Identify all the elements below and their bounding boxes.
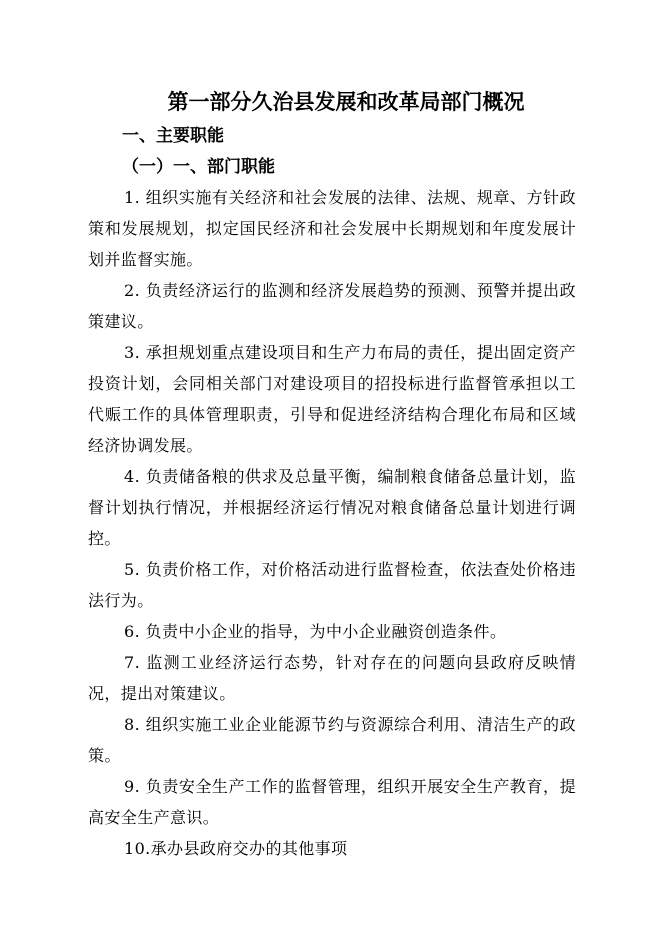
document-body [88,182,576,864]
paragraph-1: 1. 组织实施有关经济和社会发展的法律、法规、规章、方针政策和发展规划，拟定国民经济和社会发展中长期规划和年度发展计划并监督实施。 [88,188,576,269]
subsection-heading: （一）一、部门职能 [122,157,275,177]
paragraph-3: 3. 承担规划重点建设项目和生产力布局的责任，提出固定资产投资计划，会同相关部门对建设项目的招投标进行监督管承担以工代赈工作的具体管理职责，引导和促进经济结构合理化布局和区域经济协调发展。 [88,343,576,455]
paragraph-8: 8. 组织实施工业企业能源节约与资源综合利用、清洁生产的政策。 [88,715,576,765]
document-title: 第一部分久治县发展和改革局部门概况 [167,90,525,114]
paragraph-7: 7. 监测工业经济运行态势，针对存在的问题向县政府反映情况，提出对策建议。 [88,653,576,703]
paragraph-9: 9. 负责安全生产工作的监督管理，组织开展安全生产教育，提高安全生产意识。 [88,777,576,827]
paragraph-6: 6. 负责中小企业的指导，为中小企业融资创造条件。 [124,622,507,641]
section-heading: 一、主要职能 [122,126,224,146]
paragraph-4: 4. 负责储备粮的供求及总量平衡，编制粮食储备总量计划，监督计划执行情况，并根据经济运行情况对粮食储备总量计划进行调控。 [88,467,576,548]
paragraph-10: 10.承办县政府交办的其他事项 [124,839,348,858]
paragraph-2: 2. 负责经济运行的监测和经济发展趋势的预测、预警并提出政策建议。 [88,281,576,331]
paragraph-5: 5. 负责价格工作，对价格活动进行监督检查，依法查处价格违法行为。 [88,560,576,610]
